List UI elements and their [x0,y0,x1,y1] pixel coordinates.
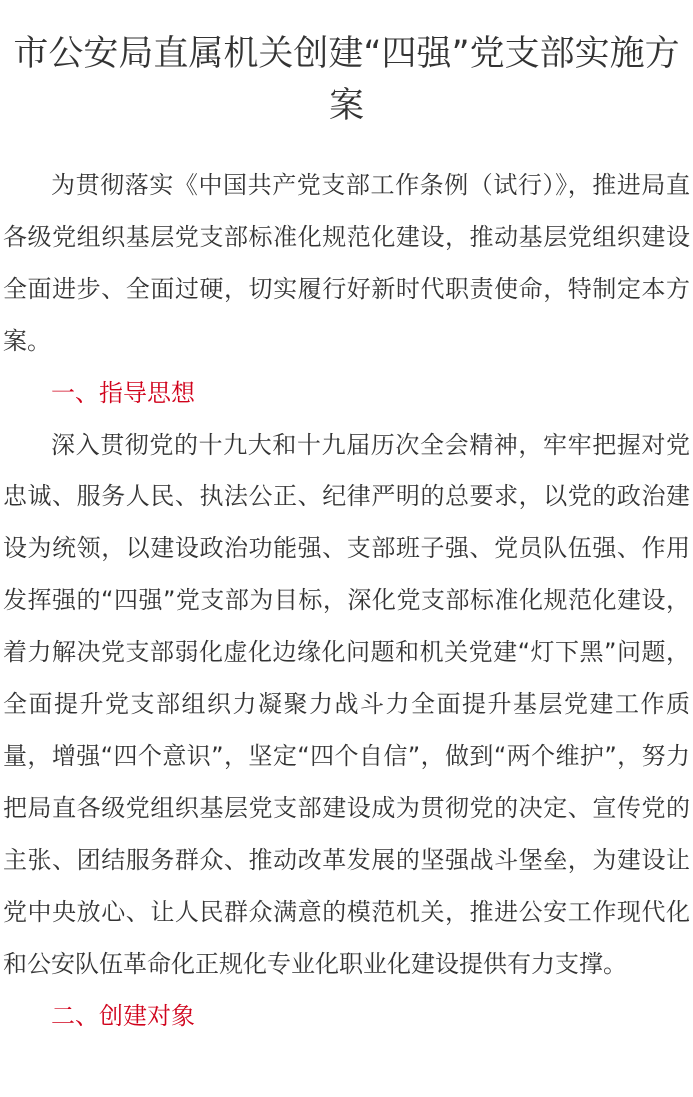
section-heading-creation-targets: 二、创建对象 [51,1001,195,1030]
document-body [0,160,693,1042]
document-title: 市公安局直属机关创建“四强”党支部实施方案 [13,34,680,126]
intro-paragraph: 为贯彻落实《中国共产党支部工作条例（试行）》，推进局直各级党组织基层党支部标准化规范化建设，推动基层党组织建设全面进步、全面过硬，切实履行好新时代职责使命，特制定本方案。 [3,171,690,355]
section-heading-guiding-ideology: 一、指导思想 [51,378,195,407]
guiding-ideology-paragraph: 深入贯彻党的十九大和十九届历次全会精神，牢牢把握对党忠诚、服务人民、执法公正、纪律严明的总要求，以党的政治建设为统领，以建设政治功能强、支部班子强、党员队伍强、作用发挥强的“四强”党支部为目标，深化党支部标准化规范化建设，着力解决党支部弱化虚化边缘化问题和机关党建“灯下黑”问题，全面提升党支部组织力凝聚力战斗力全面提升基层党建工作质量，增强“四个意识”，坚定“四个自信”，做到“两个维护”，努力把局直各级党组织基层党支部建设成为贯彻党的决定、宣传党的主张、团结服务群众、推动改革发展的坚强战斗堡垒，为建设让党中央放心、让人民群众满意的模范机关，推进公安工作现代化和公安队伍革命化正规化专业化职业化建设提供有力支撑。 [3,430,690,978]
